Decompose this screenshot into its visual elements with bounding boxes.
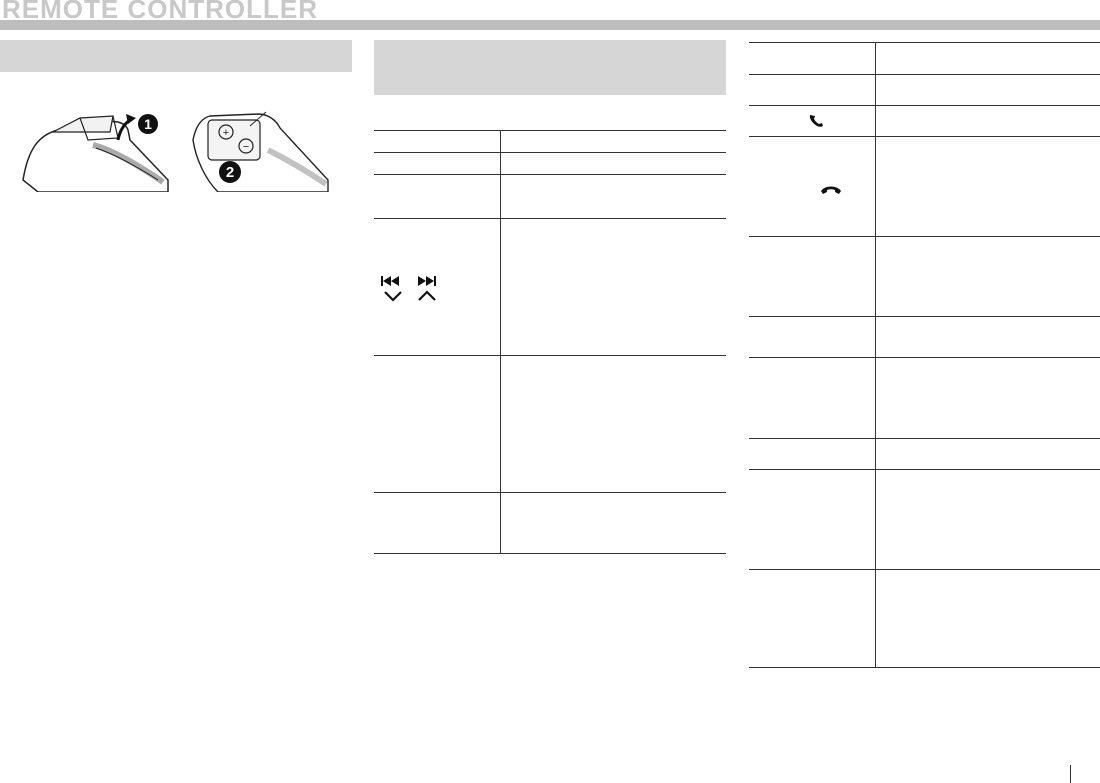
page-header [0, 0, 1100, 30]
right-table-rule [749, 469, 1100, 470]
remote-open-cover-illustration [18, 110, 178, 192]
chevron-down-icon [383, 290, 403, 302]
right-table-rule [749, 569, 1100, 570]
phone-call-icon [808, 113, 826, 129]
skip-forward-icon [416, 275, 436, 287]
middle-table-rule-bottom [374, 553, 726, 554]
battery-minus-mark: − [242, 141, 250, 153]
right-table-rule [749, 74, 1100, 75]
page-marker [1070, 765, 1071, 783]
page-title: REMOTE CONTROLLER [2, 0, 318, 24]
remote-insert-battery-illustration [188, 110, 338, 192]
step-2-label: 2 [225, 164, 235, 181]
middle-table-rule-top [374, 130, 726, 131]
chevron-up-icon [417, 290, 437, 302]
middle-table-rule [374, 174, 726, 175]
right-table-column-divider [875, 42, 876, 668]
middle-table-rule [374, 355, 726, 356]
right-table-rule [749, 136, 1100, 137]
section-band-middle [374, 40, 726, 95]
middle-table-rule [374, 492, 726, 493]
right-table-rule [749, 438, 1100, 439]
right-table-rule-bottom [749, 667, 1100, 668]
middle-table-column-divider [500, 130, 501, 554]
middle-table-rule [374, 152, 726, 153]
right-table-rule-top [749, 42, 1100, 43]
skip-back-icon [381, 275, 401, 287]
right-table-rule [749, 357, 1100, 358]
phone-hangup-icon [820, 184, 842, 196]
right-table-rule [749, 105, 1100, 106]
right-table-rule [749, 316, 1100, 317]
section-band-left [0, 40, 352, 72]
right-table-rule [749, 236, 1100, 237]
battery-plus-mark: + [222, 127, 230, 139]
middle-table-rule [374, 218, 726, 219]
step-1-label: 1 [144, 116, 152, 132]
